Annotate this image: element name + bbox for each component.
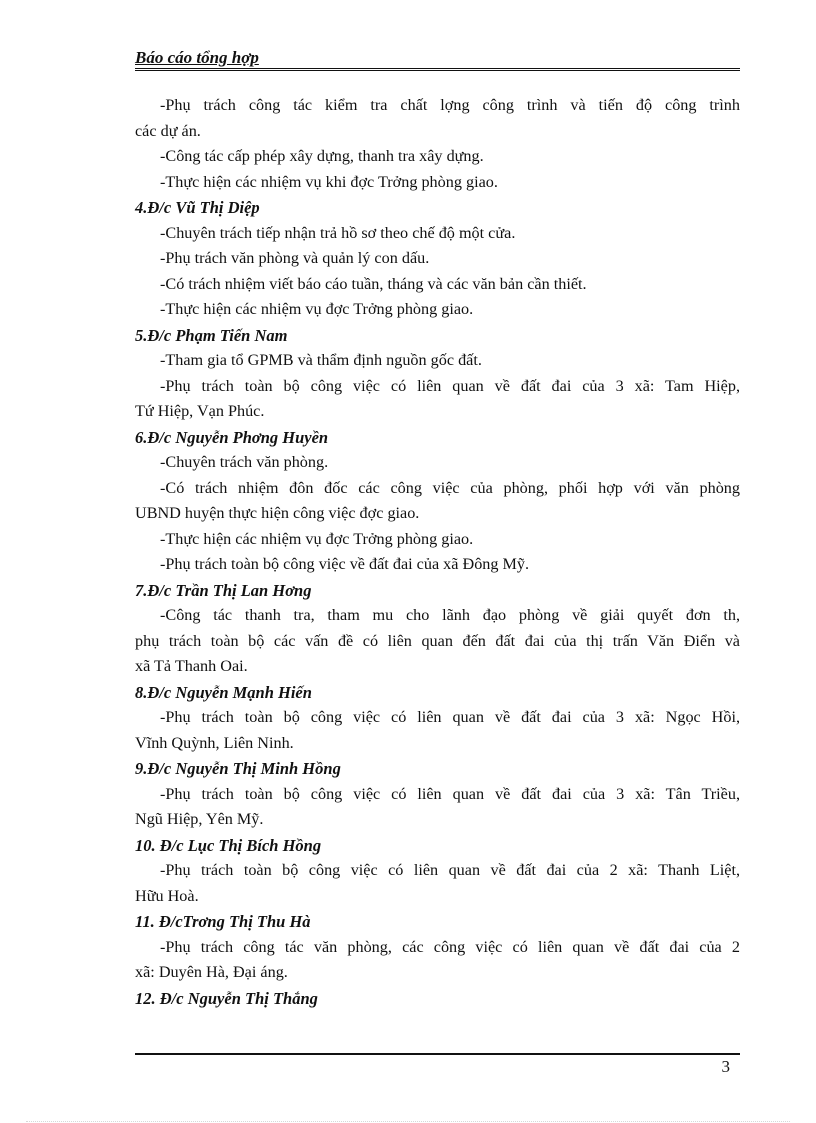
body-line: -Công tác cấp phép xây dựng, thanh tra xây dựng.: [160, 147, 484, 165]
body-line: -Thực hiện các nhiệm vụ khi đợc Trởng phòng giao.: [160, 172, 498, 191]
body-line: Vĩnh Quỳnh, Liên Ninh.: [135, 733, 294, 752]
page-number: 3: [721, 1057, 730, 1076]
section-heading: 10. Đ/c Lục Thị Bích Hồng: [135, 835, 322, 855]
body-line: xã: Duyên Hà, Đại áng.: [135, 963, 288, 981]
footer-rule: [135, 1053, 740, 1055]
body-line: -Phụ trách công tác kiểm tra chất lợng công trình và tiến độ công trình: [160, 96, 740, 114]
section-heading: 11. Đ/cTrơng Thị Thu Hà: [135, 912, 311, 931]
body-line: -Tham gia tổ GPMB và thẩm định nguồn gốc đất.: [160, 351, 482, 369]
body-line: xã Tả Thanh Oai.: [135, 657, 248, 675]
body-line: Tứ Hiệp, Vạn Phúc.: [135, 402, 265, 420]
body-line: -Phụ trách toàn bộ công việc có liên quan về đất đai của 3 xã: Tam Hiệp,: [160, 376, 740, 395]
section-heading: 9.Đ/c Nguyễn Thị Minh Hồng: [135, 759, 341, 778]
body-line: -Chuyên trách tiếp nhận trả hồ sơ theo chế độ một cửa.: [160, 223, 516, 242]
page-edge-dots: [26, 1121, 790, 1122]
body-line: -Phụ trách văn phòng và quản lý con dấu.: [160, 249, 430, 267]
body-line: -Phụ trách công tác văn phòng, các công việc có liên quan về đất đai của 2: [160, 937, 740, 956]
body-line: -Có trách nhiệm viết báo cáo tuần, tháng và các văn bản cần thiết.: [160, 274, 587, 293]
body-line: UBND huyện thực hiện công việc đợc giao.: [135, 504, 420, 522]
document-body: [135, 93, 740, 1011]
header-title: Báo cáo tổng hợp: [135, 48, 259, 67]
body-line: -Phụ trách toàn bộ công việc có liên quan về đất đai của 3 xã: Ngọc Hồi,: [160, 708, 740, 726]
body-line: -Phụ trách toàn bộ công việc có liên quan về đất đai của 2 xã: Thanh Liệt,: [160, 861, 740, 879]
section-heading: 4.Đ/c Vũ Thị Diệp: [135, 198, 260, 217]
section-heading: 6.Đ/c Nguyễn Phơng Huyền: [135, 427, 329, 447]
body-line: phụ trách toàn bộ các vấn đề có liên quan đến đất đai của thị trấn Văn Điển và: [135, 631, 740, 650]
body-line: -Thực hiện các nhiệm vụ đợc Trởng phòng giao.: [160, 300, 474, 318]
body-line: Hữu Hoà.: [135, 886, 199, 905]
body-line: -Thực hiện các nhiệm vụ đợc Trởng phòng giao.: [160, 529, 474, 548]
section-heading: 5.Đ/c Phạm Tiến Nam: [135, 325, 288, 345]
body-line: -Có trách nhiệm đôn đốc các công việc của phòng, phối hợp với văn phòng: [160, 478, 740, 497]
body-line: -Phụ trách toàn bộ công việc có liên quan về đất đai của 3 xã: Tân Triều,: [160, 784, 740, 803]
section-heading: 12. Đ/c Nguyễn Thị Thắng: [135, 988, 318, 1008]
section-heading: 7.Đ/c Trần Thị Lan Hơng: [135, 580, 312, 600]
body-line: Ngũ Hiệp, Yên Mỹ.: [135, 810, 264, 828]
body-line: -Phụ trách toàn bộ công việc về đất đai của xã Đông Mỹ.: [160, 555, 530, 573]
section-heading: 8.Đ/c Nguyễn Mạnh Hiến: [135, 682, 312, 702]
body-line: các dự án.: [135, 121, 201, 140]
body-line: -Chuyên trách văn phòng.: [160, 453, 329, 471]
body-line: -Công tác thanh tra, tham mu cho lãnh đạo phòng về giải quyết đơn th,: [160, 606, 740, 624]
page-header: [135, 48, 740, 71]
